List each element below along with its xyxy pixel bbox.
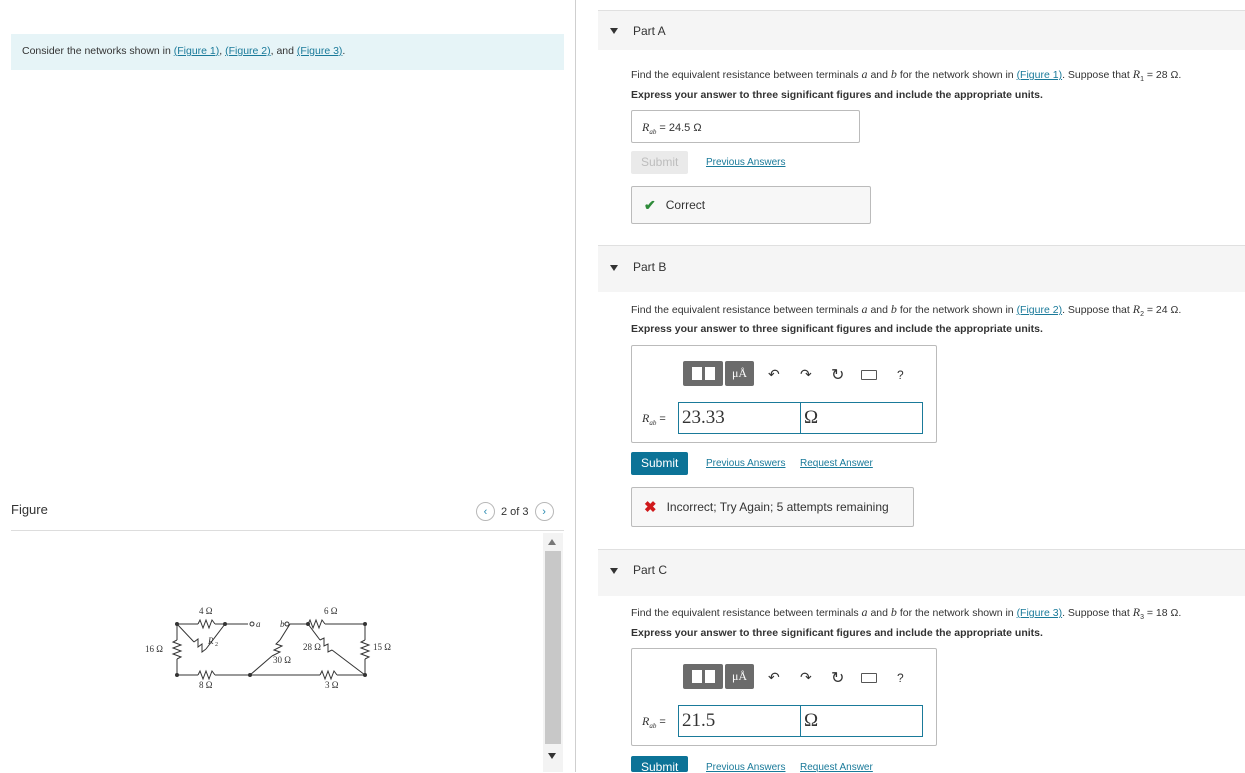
part-c-title: Part C <box>633 563 668 577</box>
part-a-submit-button[interactable]: Submit <box>631 151 688 174</box>
figure-3-link[interactable]: (Figure 3) <box>1016 607 1063 619</box>
var-b: b <box>890 302 897 316</box>
resistor-symbol: R <box>1132 67 1141 81</box>
question-text: and <box>867 69 891 81</box>
previous-figure-button[interactable] <box>476 502 495 521</box>
template-block-icon <box>692 670 702 683</box>
equals-sign: = <box>656 716 666 728</box>
question-text: Find the equivalent resistance between terminals <box>631 304 862 316</box>
part-a-header[interactable] <box>598 10 1245 50</box>
intro-suffix: . <box>342 45 346 57</box>
part-c-header[interactable] <box>598 549 1245 596</box>
circuit-diagram <box>140 600 400 695</box>
answer-subscript: ab <box>649 128 657 137</box>
part-b-answer-editor <box>631 345 937 443</box>
templates-icon[interactable] <box>683 361 723 386</box>
question-text: for the network shown in <box>896 607 1017 619</box>
intro-sep: , and <box>270 45 297 57</box>
resistor-value: = 28 Ω. <box>1143 69 1182 81</box>
reset-icon[interactable]: ↻ <box>831 670 845 687</box>
part-a-answer-display <box>631 110 860 143</box>
label-30-ohm: 30 Ω <box>273 655 291 665</box>
part-a-previous-answers-link[interactable]: Previous Answers <box>706 157 786 168</box>
resistor-symbol: R <box>1132 302 1141 316</box>
terminal-a: a <box>256 619 261 629</box>
part-b-submit-button[interactable]: Submit <box>631 452 688 475</box>
units-icon[interactable]: μÅ <box>725 664 754 689</box>
part-c-answer-editor <box>631 648 937 746</box>
part-a-title: Part A <box>633 24 666 38</box>
part-a-question <box>631 67 1181 83</box>
label-15-ohm: 15 Ω <box>373 642 391 652</box>
answer-variable: R <box>642 714 650 728</box>
question-text: . Suppose that <box>1062 607 1133 619</box>
part-b-instruction: Express your answer to three significant figures and include the appropriate units. <box>631 323 1043 335</box>
redo-icon[interactable]: ↷ <box>800 366 812 382</box>
var-b: b <box>890 605 897 619</box>
label-28-ohm: 28 Ω <box>303 642 321 652</box>
feedback-text: Correct <box>665 198 706 212</box>
figure-2-link[interactable]: (Figure 2) <box>225 45 271 57</box>
templates-icon[interactable] <box>683 664 723 689</box>
part-b-question <box>631 302 1181 318</box>
answer-subscript: ab <box>649 419 657 428</box>
feedback-text: Incorrect; Try Again; 5 attempts remaining <box>666 500 889 514</box>
var-a: a <box>861 302 868 316</box>
template-block-icon <box>705 670 715 683</box>
question-text: for the network shown in <box>896 69 1017 81</box>
part-b-header[interactable] <box>598 245 1245 292</box>
figure-counter: 2 of 3 <box>501 505 529 518</box>
next-figure-button[interactable] <box>535 502 554 521</box>
scrollbar-thumb[interactable] <box>545 551 561 744</box>
part-b-request-answer-link[interactable]: Request Answer <box>800 458 873 469</box>
part-b-previous-answers-link[interactable]: Previous Answers <box>706 458 786 469</box>
checkmark-icon: ✔ <box>644 196 656 213</box>
figure-pager <box>476 502 554 521</box>
figure-1-link[interactable]: (Figure 1) <box>173 45 220 57</box>
resistor-value: = 24 Ω. <box>1143 304 1182 316</box>
answer-value: = 24.5 Ω <box>656 122 702 134</box>
part-c-previous-answers-link[interactable]: Previous Answers <box>706 762 786 773</box>
answer-subscript: ab <box>649 722 657 731</box>
undo-icon[interactable]: ↶ <box>768 366 780 382</box>
intro-prefix: Consider the networks shown in <box>22 45 174 57</box>
question-text: . Suppose that <box>1062 304 1133 316</box>
question-text: and <box>867 304 891 316</box>
redo-icon[interactable]: ↷ <box>800 669 812 685</box>
pane-divider[interactable] <box>575 0 576 772</box>
part-b-title: Part B <box>633 260 667 274</box>
collapse-triangle-icon <box>610 568 618 574</box>
reset-icon[interactable]: ↻ <box>831 367 845 384</box>
question-text: Find the equivalent resistance between terminals <box>631 607 862 619</box>
var-a: a <box>861 605 868 619</box>
equals-sign: = <box>656 413 666 425</box>
help-icon[interactable]: ? <box>897 368 904 382</box>
part-a-feedback <box>631 186 871 224</box>
answer-label <box>642 714 666 730</box>
template-block-icon <box>692 367 702 380</box>
part-c-question <box>631 605 1181 621</box>
question-text: and <box>867 607 891 619</box>
problem-intro <box>11 34 564 70</box>
part-c-submit-button[interactable]: Submit <box>631 756 688 772</box>
figure-3-link[interactable]: (Figure 3) <box>296 45 343 57</box>
part-c-instruction: Express your answer to three significant figures and include the appropriate units. <box>631 627 1043 639</box>
figure-1-link[interactable]: (Figure 1) <box>1016 69 1063 81</box>
collapse-triangle-icon <box>610 28 618 34</box>
intro-sep: , <box>219 45 226 57</box>
answer-label <box>642 411 666 427</box>
value-input[interactable]: 23.33 <box>678 402 801 434</box>
label-r2: R <box>208 636 214 646</box>
label-8-ohm: 8 Ω <box>199 680 213 690</box>
chevron-right-icon: › <box>542 505 546 518</box>
value-input[interactable]: 21.5 <box>678 705 801 737</box>
keyboard-icon[interactable] <box>861 673 877 683</box>
cross-icon: ✖ <box>644 499 657 516</box>
template-block-icon <box>705 367 715 380</box>
scroll-down-arrow-icon[interactable] <box>548 753 556 759</box>
label-r2-sub: 2 <box>215 642 218 648</box>
answer-variable: R <box>642 411 650 425</box>
question-text: Find the equivalent resistance between terminals <box>631 69 862 81</box>
part-c-request-answer-link[interactable]: Request Answer <box>800 762 873 773</box>
resistor-subscript: 1 <box>1140 76 1144 84</box>
scroll-up-arrow-icon[interactable] <box>548 539 556 545</box>
collapse-triangle-icon <box>610 265 618 271</box>
label-4-ohm: 4 Ω <box>199 606 213 616</box>
resistor-subscript: 3 <box>1140 614 1144 622</box>
undo-icon[interactable]: ↶ <box>768 669 780 685</box>
var-a: a <box>861 67 868 81</box>
part-b-feedback <box>631 487 914 527</box>
answer-variable: R <box>642 120 650 134</box>
part-a-instruction: Express your answer to three significant figures and include the appropriate units. <box>631 89 1043 101</box>
keyboard-icon[interactable] <box>861 370 877 380</box>
unit-input[interactable]: Ω <box>800 402 923 434</box>
resistor-value: = 18 Ω. <box>1143 607 1182 619</box>
figure-divider <box>11 530 564 531</box>
help-icon[interactable]: ? <box>897 671 904 685</box>
chevron-left-icon: ‹ <box>483 505 488 518</box>
var-b: b <box>890 67 897 81</box>
figure-2-link[interactable]: (Figure 2) <box>1016 304 1063 316</box>
label-6-ohm: 6 Ω <box>324 606 338 616</box>
label-3-ohm: 3 Ω <box>325 680 339 690</box>
question-text: . Suppose that <box>1062 69 1133 81</box>
resistor-symbol: R <box>1132 605 1141 619</box>
question-text: for the network shown in <box>896 304 1017 316</box>
resistor-subscript: 2 <box>1140 311 1144 319</box>
label-16-ohm: 16 Ω <box>145 644 163 654</box>
figure-heading: Figure <box>11 502 48 517</box>
terminal-b: b <box>280 619 285 629</box>
unit-input[interactable]: Ω <box>800 705 923 737</box>
units-icon[interactable]: μÅ <box>725 361 754 386</box>
